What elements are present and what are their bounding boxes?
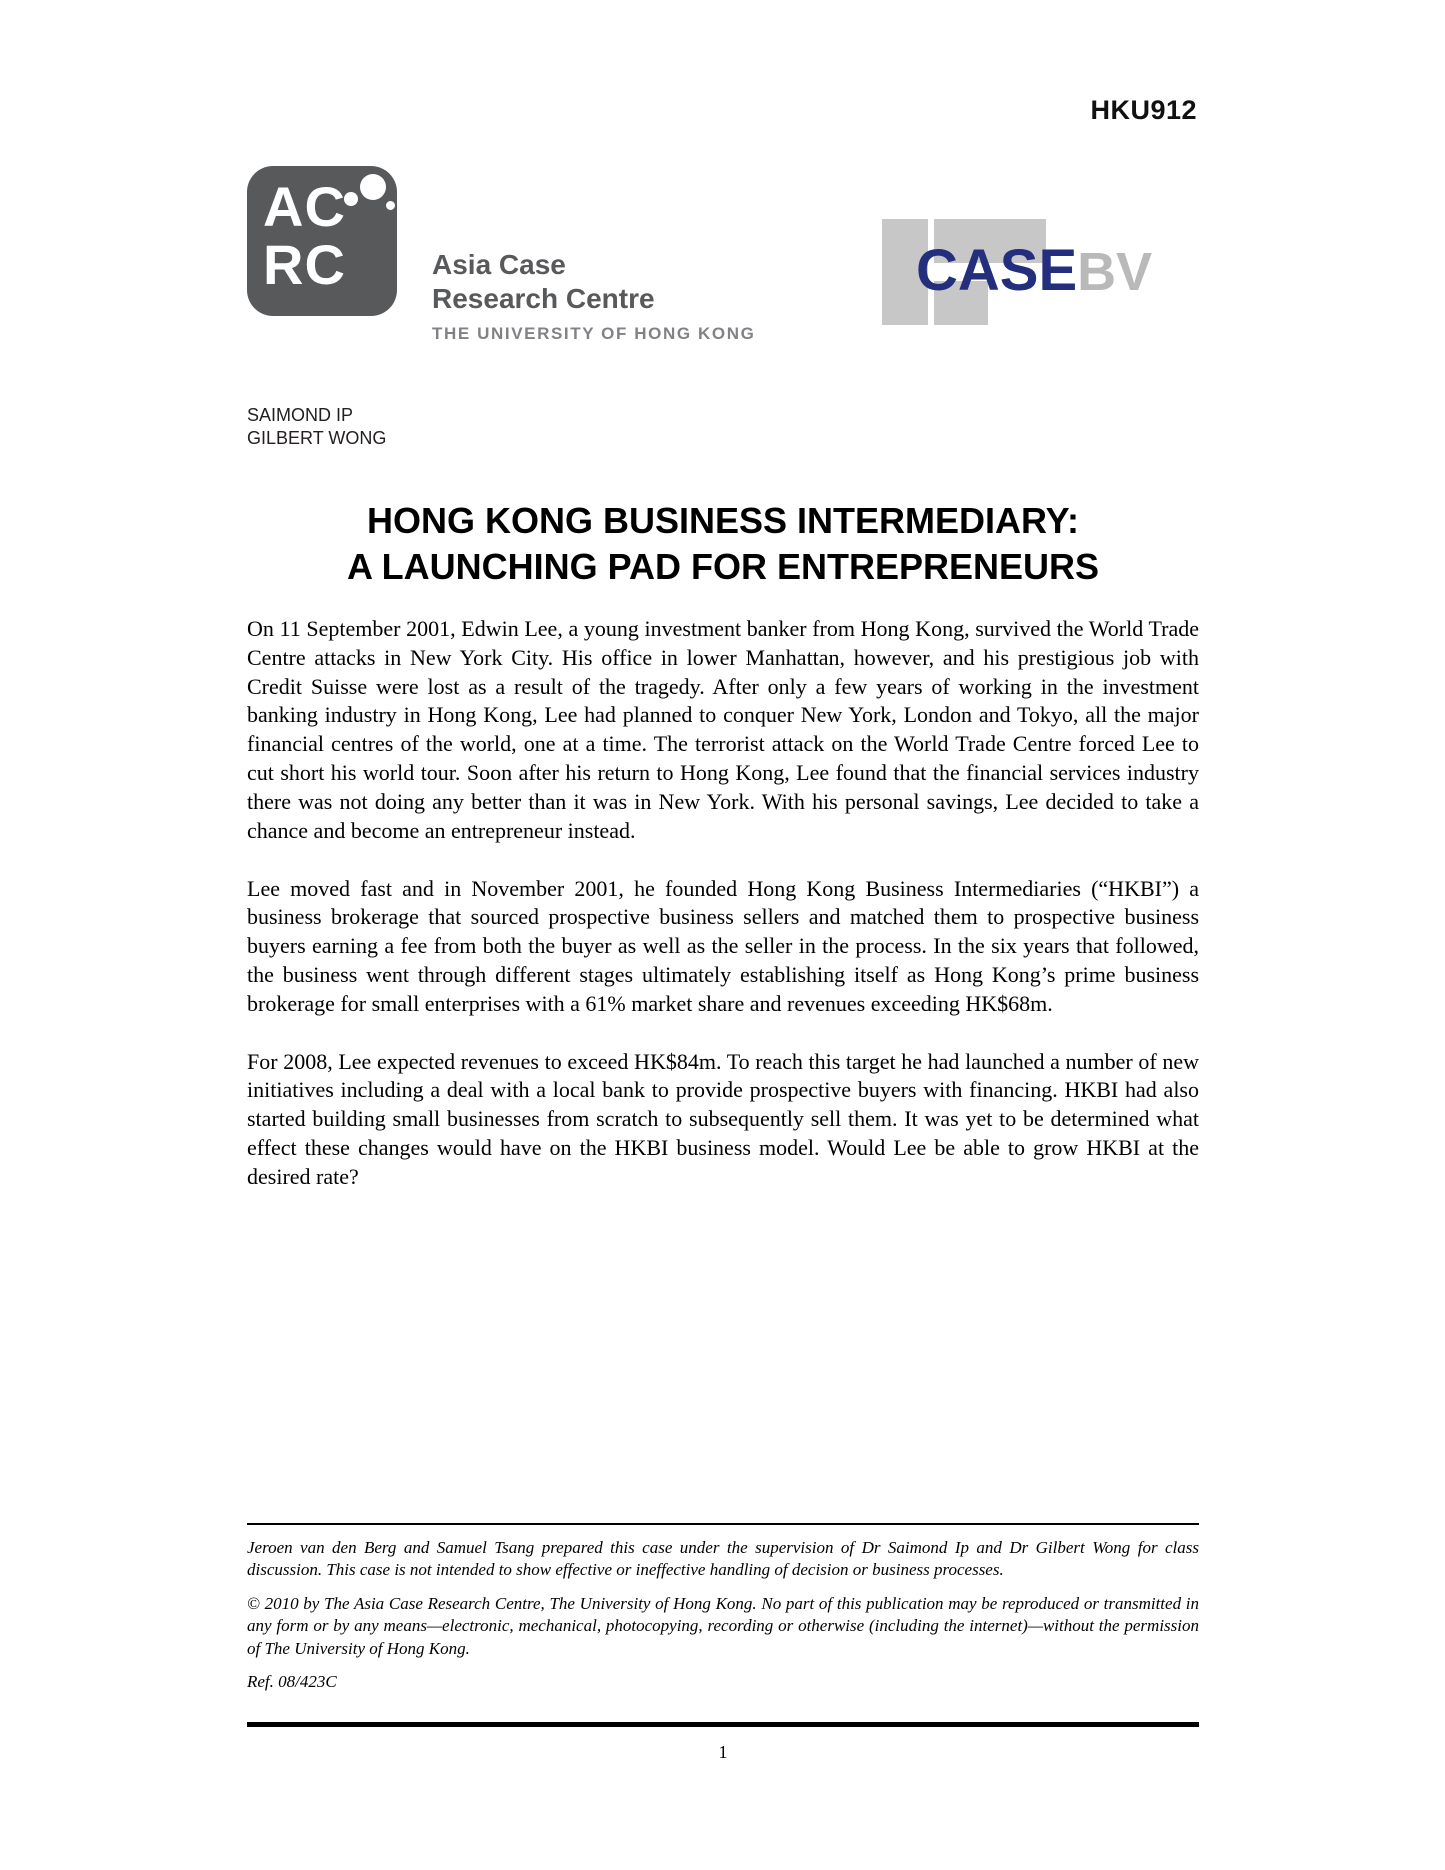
acrc-org-name <box>432 248 755 344</box>
case-logo-main: CASE <box>916 238 1078 303</box>
acrc-logo-dot-icon <box>360 174 386 200</box>
acrc-logo-line2: RC <box>263 233 346 297</box>
acrc-logo-dot-icon <box>386 201 395 210</box>
body-paragraph-2: Lee moved fast and in November 2001, he founded Hong Kong Business Intermediaries (“HKBI”) a business brokerage that sourced prospective business sellers and matched them to prospective business buyers earning a fee from both the buyer as well as the seller in the process. In the six years that followed, the business went through different stages ultimately establishing itself as Hong Kong’s prime business brokerage for small enterprises with a 61% market share and revenues exceeding HK$68m. <box>247 875 1199 1016</box>
author-name: SAIMOND IP <box>247 405 354 425</box>
footnote-credit: Jeroen van den Berg and Samuel Tsang prepared this case under the supervision of Dr Saimond Ip and Dr Gilbert Wong for class discussion. This case is not intended to show effective or ineffective handling of decision or business processes. <box>247 1538 1199 1580</box>
page-number: 1 <box>718 1742 728 1762</box>
case-bv-logo <box>882 213 1182 335</box>
acrc-logo-line1: AC <box>263 175 346 238</box>
org-name-line1: Asia Case <box>432 249 566 280</box>
case-title-line2: A LAUNCHING PAD FOR ENTREPRENEURS <box>346 546 1100 588</box>
acrc-logo <box>247 166 397 316</box>
body-paragraph-3: For 2008, Lee expected revenues to exceed HK$84m. To reach this target he had launched a number of new initiatives including a deal with a local bank to provide prospective buyers with financing. HKBI had also started building small businesses from scratch to subsequently sell them. It was yet to be determined what effect these changes would have on the HKBI business model. Would Lee be able to grow HKBI at the desired rate? <box>247 1048 1199 1189</box>
case-title <box>247 498 1199 590</box>
author-list <box>247 404 386 451</box>
case-logo-text <box>916 237 1152 304</box>
footnote-ref: Ref. 08/423C <box>247 1672 337 1692</box>
document-code: HKU912 <box>1090 95 1197 125</box>
university-name: THE UNIVERSITY OF HONG KONG <box>432 324 756 344</box>
body-text <box>247 615 1199 1221</box>
case-title-line1: HONG KONG BUSINESS INTERMEDIARY: <box>366 500 1080 541</box>
footnote-block <box>247 1523 1199 1694</box>
footnote-copyright: © 2010 by The Asia Case Research Centre, The University of Hong Kong. No part of this publication may be reproduced or transmitted in any form or by any means—electronic, mechanical, photocopying, recording or otherwise (including the internet)—without the permission of The University of Hong Kong. <box>247 1593 1199 1658</box>
body-paragraph-1: On 11 September 2001, Edwin Lee, a young investment banker from Hong Kong, survived the World Trade Centre attacks in New York City. His office in lower Manhattan, however, and his prestigious job with Credit Suisse were lost as a result of the tragedy. After only a few years of working in the investment banking industry in Hong Kong, Lee had planned to conquer New York, London and Tokyo, all the major financial centres of the world, one at a time. The terrorist attack on the World Trade Centre forced Lee to cut short his world tour. Soon after his return to Hong Kong, Lee found that the financial services industry there was not doing any better than it was in New York. With his personal savings, Lee decided to take a chance and become an entrepreneur instead. <box>247 616 1199 843</box>
acrc-logo-dot-icon <box>344 192 358 206</box>
case-logo-suffix: BV <box>1077 242 1153 302</box>
author-name: GILBERT WONG <box>247 428 387 449</box>
org-name-line2: Research Centre <box>432 282 655 314</box>
acrc-logo-letters <box>263 175 346 297</box>
bottom-rule <box>247 1722 1199 1727</box>
